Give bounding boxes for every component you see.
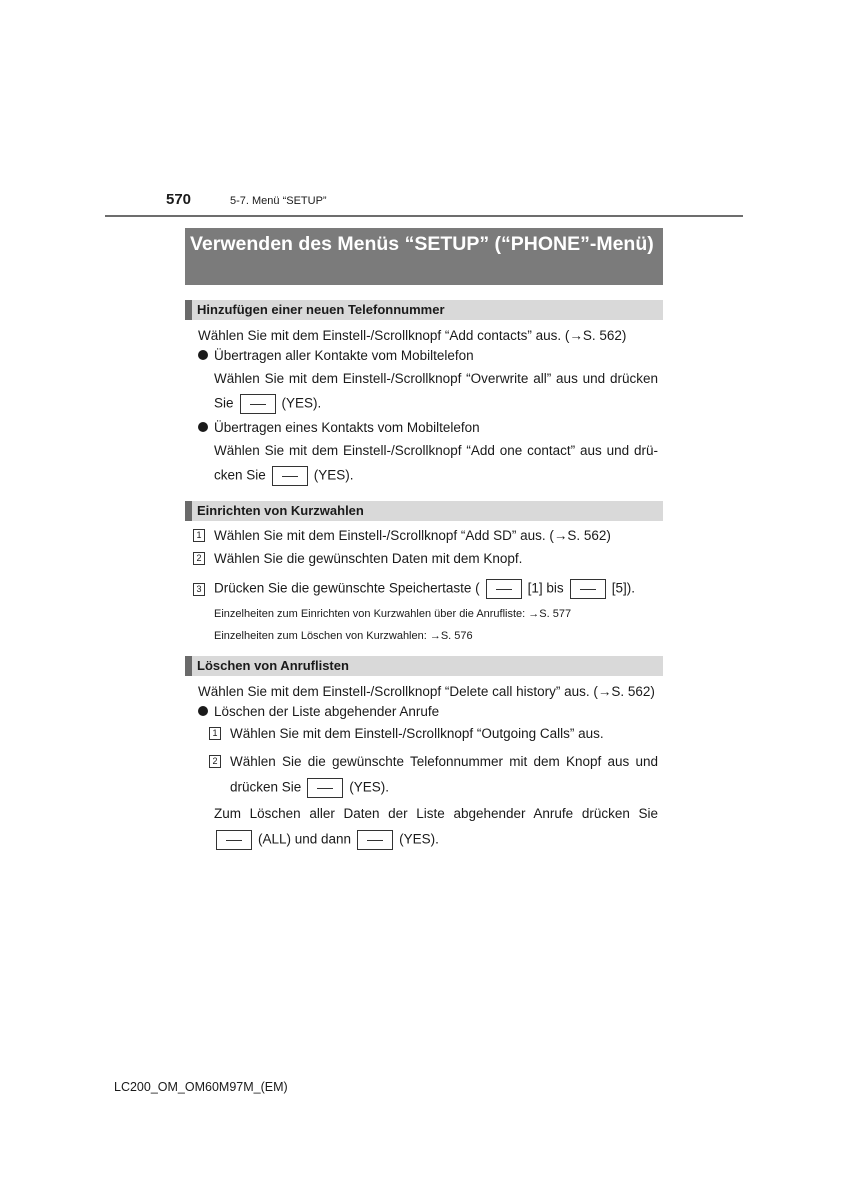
dash-key-icon [307, 778, 343, 798]
text-fragment: cken Sie [214, 467, 266, 483]
dash-key-icon [272, 466, 308, 486]
delete-history-step1: Wählen Sie mit dem Einstell-/Scrollknopf “Outgoing Calls” aus. [230, 726, 604, 741]
text-fragment: (YES). [399, 831, 439, 847]
bullet-delete-outgoing-title: Löschen der Liste abgehender Anrufe [214, 704, 440, 719]
dash-key-icon [240, 394, 276, 414]
add-number-intro: Wählen Sie mit dem Einstell-/Scrollknopf “Add contacts” aus. (→S. 562) [198, 328, 627, 343]
bullet-icon [198, 422, 208, 432]
speed-dial-note1: Einzelheiten zum Einrichten von Kurzwahlen über die Anrufliste: →S. 577 [214, 608, 572, 620]
delete-all-note-line1: Zum Löschen aller Daten der Liste abgehender Anrufe drücken Sie [214, 806, 658, 821]
step-number-1: 1 [209, 727, 221, 740]
text-fragment: Sie [214, 395, 234, 411]
page-number: 570 [166, 191, 192, 208]
bullet-transfer-one-line1: Wählen Sie mit dem Einstell-/Scrollknopf “Add one contact” aus und drü- [214, 443, 658, 458]
delete-all-note-line2 [210, 830, 439, 850]
text-fragment: (YES). [281, 395, 322, 411]
speed-dial-step2: Wählen Sie die gewünschten Daten mit dem Knopf. [214, 551, 523, 566]
page-title: Verwenden des Menüs “SETUP” (“PHONE”-Menü) [190, 233, 654, 255]
header-divider [105, 215, 743, 217]
section-heading-delete-history: Löschen von Anruflisten [185, 656, 663, 676]
delete-history-intro: Wählen Sie mit dem Einstell-/Scrollknopf “Delete call history” aus. (→S. 562) [198, 684, 655, 699]
text-fragment: (YES). [349, 779, 390, 795]
bullet-icon [198, 350, 208, 360]
bullet-icon [198, 706, 208, 716]
step-number-2: 2 [209, 755, 221, 768]
delete-history-step2-line2 [230, 778, 389, 798]
step-number-1: 1 [193, 529, 205, 542]
section-reference: 5-7. Menü “SETUP” [230, 195, 327, 207]
section-heading-speed-dial: Einrichten von Kurzwahlen [185, 501, 663, 521]
dash-key-icon [216, 830, 252, 850]
bullet-transfer-one-line2 [214, 466, 354, 486]
text-fragment: Drücken Sie die gewünschte Speichertaste ( [214, 580, 480, 596]
page-title-box [185, 228, 663, 285]
text-fragment: (ALL) und dann [258, 831, 352, 847]
delete-history-step2-line1: Wählen Sie die gewünschte Telefonnummer mit dem Knopf aus und [230, 754, 658, 769]
step-number-2: 2 [193, 552, 205, 565]
bullet-transfer-all-line1: Wählen Sie mit dem Einstell-/Scrollknopf “Overwrite all” aus und drücken [214, 371, 658, 386]
dash-key-icon [357, 830, 393, 850]
bullet-transfer-one-title: Übertragen eines Kontakts vom Mobiltelefon [214, 420, 480, 435]
speed-dial-note2: Einzelheiten zum Löschen von Kurzwahlen: →S. 576 [214, 630, 473, 642]
dash-key-icon [570, 579, 606, 599]
speed-dial-step3 [214, 579, 635, 599]
dash-key-icon [486, 579, 522, 599]
speed-dial-step1: Wählen Sie mit dem Einstell-/Scrollknopf “Add SD” aus. (→S. 562) [214, 528, 611, 543]
step-number-3: 3 [193, 583, 205, 596]
text-fragment: (YES). [313, 467, 354, 483]
section-heading-add-number: Hinzufügen einer neuen Telefonnummer [185, 300, 663, 320]
text-fragment: [1] bis [527, 580, 564, 596]
text-fragment: drücken Sie [230, 779, 302, 795]
document-code-footer: LC200_OM_OM60M97M_(EM) [114, 1080, 288, 1094]
bullet-transfer-all-line2 [214, 394, 321, 414]
bullet-transfer-all-title: Übertragen aller Kontakte vom Mobiltelefon [214, 348, 474, 363]
text-fragment: [5]). [611, 580, 635, 596]
